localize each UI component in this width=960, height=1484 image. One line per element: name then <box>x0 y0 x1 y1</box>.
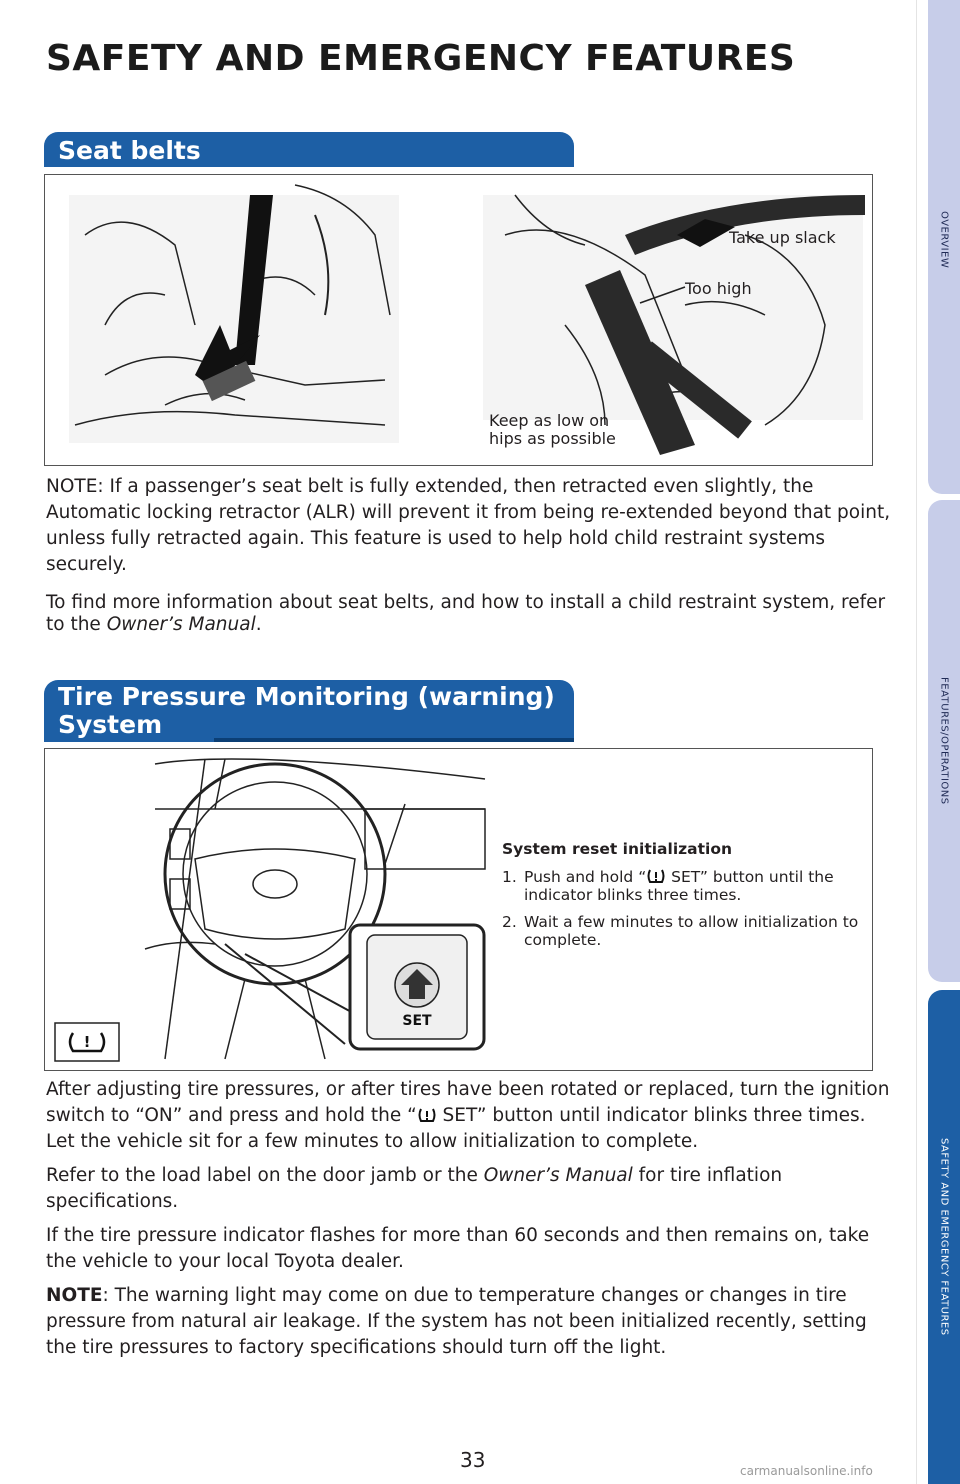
para-1-post: SET” button until indicator blinks three times. Let the vehicle sit for a few minutes to allow initialization to complete. <box>46 1105 866 1152</box>
watermark: carmanualsonline.info <box>740 1464 873 1478</box>
callout-keep-low-line2: hips as possible <box>489 429 616 448</box>
step-1-number: 1. <box>502 868 517 886</box>
tpms-header-underline <box>214 738 574 742</box>
step-1-text-post: SET” button until the indicator blinks three times. <box>524 868 834 904</box>
tab-safety-label: SAFETY AND EMERGENCY FEATURES <box>938 1138 950 1336</box>
para-1-pre: After adjusting tire pressures, or after tires have been rotated or replaced, turn the ignition switch to “ON” and press and hold the “ <box>46 1079 890 1126</box>
reset-step-2 <box>502 913 862 949</box>
step-1-text-pre: Push and hold “ <box>524 868 647 886</box>
tpms-header-line2: System <box>58 710 163 739</box>
svg-text:!: ! <box>83 1033 91 1051</box>
more-info-text: To find more information about seat belts, and how to install a child restraint system, refer to the <box>46 592 886 635</box>
note-label: NOTE <box>46 1285 103 1306</box>
tpms-para-1 <box>46 1077 891 1155</box>
buckle-illustration <box>69 185 399 443</box>
para-2-pre: Refer to the load label on the door jamb or the <box>46 1165 484 1186</box>
side-divider <box>916 0 917 1484</box>
page-title: SAFETY AND EMERGENCY FEATURES <box>46 38 796 79</box>
reset-title: System reset initialization <box>502 840 733 858</box>
tab-features-operations[interactable] <box>928 500 960 982</box>
set-button-label: SET <box>402 1013 432 1029</box>
tpms-icon-inline <box>417 1107 437 1123</box>
tpms-body <box>46 1077 891 1361</box>
tpms-para-2 <box>46 1163 891 1215</box>
reset-step-1 <box>502 868 862 904</box>
para-2-post: for tire inflation specifications. <box>46 1165 783 1212</box>
more-info-end: . <box>255 614 262 635</box>
tab-overview-label: OVERVIEW <box>938 211 950 269</box>
reset-instructions <box>502 840 862 958</box>
callout-keep-low-line1: Keep as low on <box>489 411 610 430</box>
side-tab-strip <box>928 0 960 1484</box>
tab-overview[interactable] <box>928 0 960 494</box>
seat-belts-header-text: Seat belts <box>58 136 201 165</box>
owners-manual-ref: Owner’s Manual <box>106 614 256 635</box>
seat-belt-more-info <box>46 592 891 636</box>
tpms-icon <box>646 868 666 884</box>
callout-lines <box>225 944 355 1044</box>
tpms-para-3: If the tire pressure indicator flashes for more than 60 seconds and then remains on, take the vehicle to your local Toyota dealer. <box>46 1225 870 1272</box>
callout-take-up-slack: Take up slack <box>729 228 836 247</box>
page-number: 33 <box>460 1448 486 1472</box>
seat-belt-note-text: NOTE: If a passenger’s seat belt is fully extended, then retracted even slightly, the Automatic locking retractor (ALR) will prevent it from being re-extended beyond that point, unless fully retracted again. This feature is used to help hold child restraint systems securely. <box>46 476 891 575</box>
seat-belt-drawing <box>45 175 872 465</box>
seat-belt-note <box>46 474 891 578</box>
para-2-manual: Owner’s Manual <box>483 1165 633 1186</box>
step-2-text: Wait a few minutes to allow initialization to complete. <box>524 913 859 949</box>
tpms-header <box>44 680 574 742</box>
tpms-note <box>46 1283 891 1361</box>
step-2-number: 2. <box>502 913 517 931</box>
seat-belts-header <box>44 132 574 167</box>
tpms-header-line1: Tire Pressure Monitoring (warning) <box>58 682 555 711</box>
tab-features-label: FEATURES/OPERATIONS <box>938 677 950 805</box>
tab-safety-emergency[interactable] <box>928 990 960 1484</box>
callout-too-high: Too high <box>685 279 752 298</box>
note-text: : The warning light may come on due to temperature changes or changes in tire pressure from natural air leakage. If the system has not been initialized recently, setting the tire pressures to factory specifications should turn off the light. <box>46 1285 867 1358</box>
seat-belt-illustration <box>44 174 873 466</box>
